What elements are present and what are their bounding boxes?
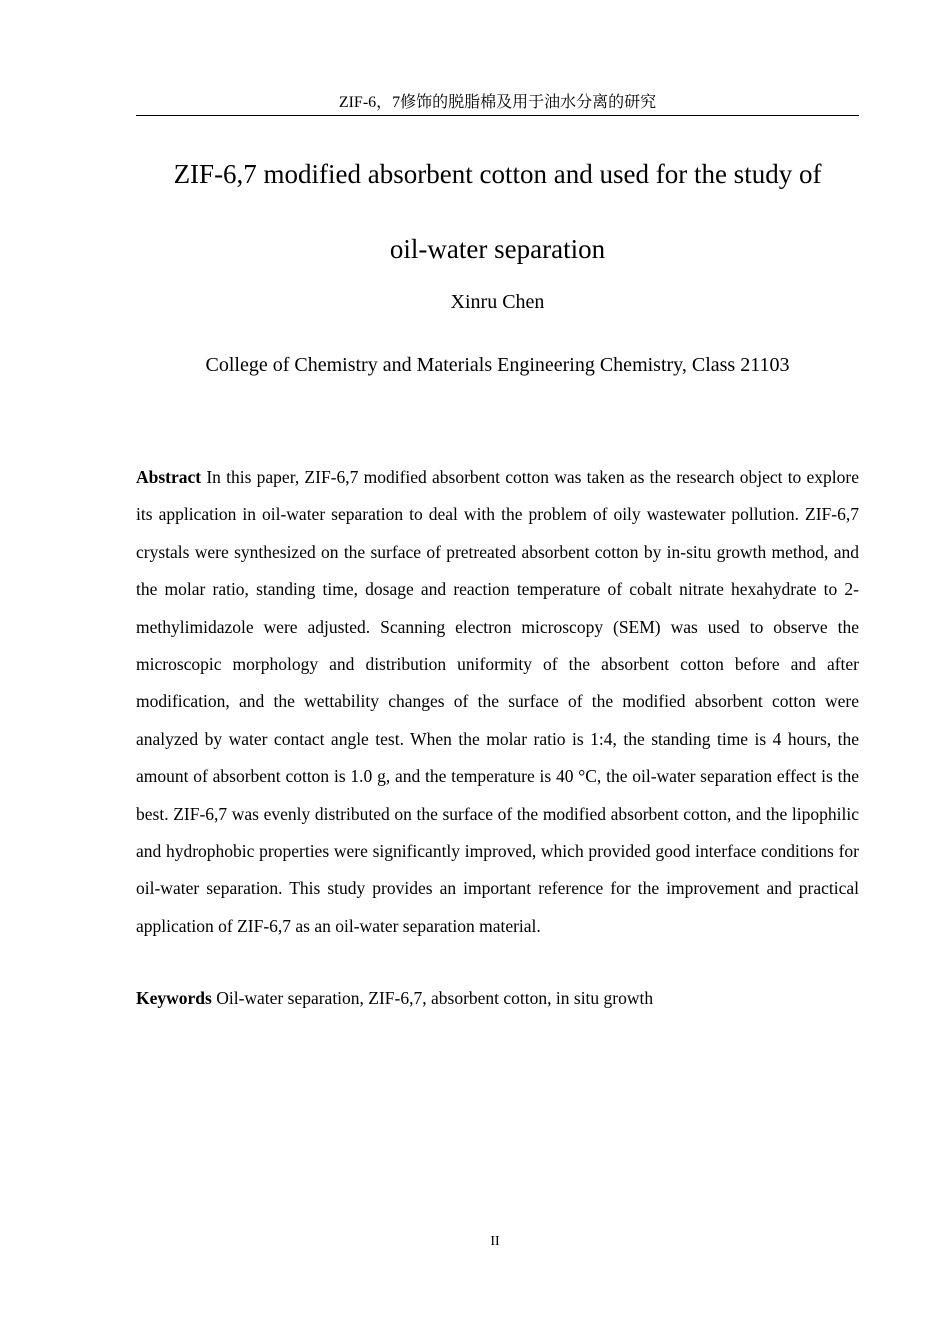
running-header-title: ZIF-6，7修饰的脱脂棉及用于油水分离的研究	[338, 94, 657, 111]
keywords-line	[136, 983, 859, 1013]
author-affiliation: College of Chemistry and Materials Engineering Chemistry, Class 21103	[205, 354, 790, 376]
paper-title-line-2: oil-water separation	[389, 234, 606, 264]
paper-title-line-1: ZIF-6,7 modified absorbent cotton and used for the study of	[173, 159, 822, 189]
abstract-paragraph	[136, 459, 859, 945]
keywords-label: Keywords	[136, 988, 212, 1008]
paper-title	[120, 137, 875, 287]
abstract-label: Abstract	[136, 467, 202, 487]
author-name: Xinru Chen	[450, 291, 545, 313]
abstract-text: In this paper, ZIF-6,7 modified absorbent cotton was taken as the research object to explore its application in oil-water separation to deal with the problem of oily wastewater pollution. ZIF-6,7 crystals were synthesized on the surface of pretreated absorbent cotton by in-situ growth method, and the molar ratio, standing time, dosage and reaction temperature of cobalt nitrate hexahydrate to 2-methylimidazole were adjusted. Scanning electron microscopy (SEM) was used to observe the microscopic morphology and distribution uniformity of the absorbent cotton before and after modification, and the wettability changes of the surface of the modified absorbent cotton were analyzed by water contact angle test. When the molar ratio is 1:4, the standing time is 4 hours, the amount of absorbent cotton is 1.0 g, and the temperature is 40 °C, the oil-water separation effect is the best. ZIF-6,7 was evenly distributed on the surface of the modified absorbent cotton, and the lipophilic and hydrophobic properties were significantly improved, which provided good interface conditions for oil-water separation. This study provides an important reference for the improvement and practical application of ZIF-6,7 as an oil-water separation material.	[136, 467, 860, 936]
running-header	[136, 92, 859, 116]
page-number: II	[490, 1234, 500, 1249]
keywords-text: Oil-water separation, ZIF-6,7, absorbent cotton, in situ growth	[216, 988, 654, 1008]
